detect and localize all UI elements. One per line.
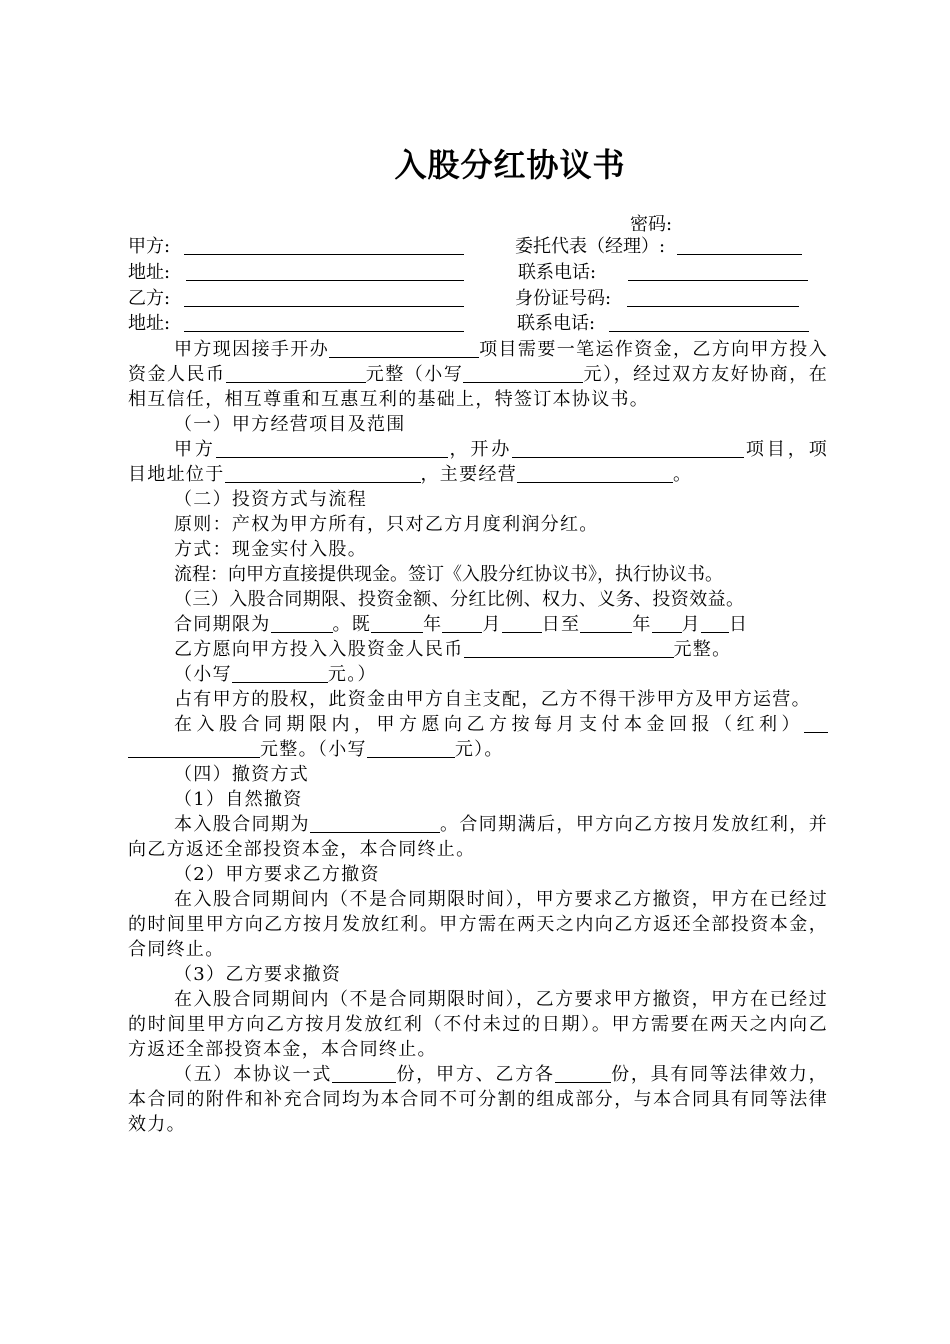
end-year-blank[interactable] — [580, 614, 632, 633]
section-1-title: （一）甲方经营项目及范围 — [174, 414, 406, 435]
section-3-invest: 乙方愿向甲方投入入股资金人民币 元整。 — [174, 639, 732, 660]
section-4-title: （四）撤资方式 — [174, 764, 310, 785]
section-3-term: 合同期限为 。既 年 月 日至 年 月 日 — [174, 614, 749, 635]
party-b-blank[interactable] — [184, 288, 464, 307]
s1-party-blank[interactable] — [216, 439, 448, 458]
section-3-title: （三）入股合同期限、投资金额、分红比例、权力、义务、投资效益。 — [174, 589, 745, 610]
each-copies-blank[interactable] — [555, 1064, 611, 1083]
contract-period-blank[interactable] — [310, 814, 440, 833]
section-5-paragraph: （五）本协议一式 份，甲方、乙方各 份，具有同等法律效力，本合同的附件和补充合同均为本合同不可分割的组成部分，与本合同具有同等法律效力。 — [128, 1064, 828, 1135]
section-4-3-title: （3）乙方要求撤资 — [174, 964, 342, 985]
start-day-blank[interactable] — [502, 614, 542, 633]
section-3-equity: 占有甲方的股权，此资金由甲方自主支配，乙方不得干涉甲方及甲方运营。 — [174, 689, 811, 710]
agreement-body — [128, 337, 828, 1137]
id-number-blank[interactable] — [627, 288, 799, 307]
address2-label: 地址: — [128, 313, 171, 334]
party-a-blank[interactable] — [184, 236, 464, 255]
amount-blank[interactable] — [226, 364, 366, 383]
agent-blank[interactable] — [677, 236, 802, 255]
phone1-label: 联系电话: — [518, 262, 597, 283]
copies-blank[interactable] — [332, 1064, 396, 1083]
section-2-method: 方式：现金实付入股。 — [174, 539, 367, 560]
section-4-3-paragraph: 在入股合同期间内（不是合同期限时间），乙方要求甲方撤资，甲方在已经过的时间里甲方向乙方按月发放红利（不付未过的日期）。甲方需要在两天之内向乙方返还全部投资本金，本合同终止。 — [128, 989, 828, 1060]
section-2-principle: 原则：产权为甲方所有，只对乙方月度利润分红。 — [174, 514, 599, 535]
dividend-blank-b[interactable] — [128, 739, 260, 758]
id-number-field — [515, 287, 799, 311]
section-4-1-paragraph: 本入股合同期为 。合同期满后，甲方向乙方按月发放红利，并向乙方返还全部投资本金，本合同终止。 — [128, 814, 828, 860]
dividend-blank-a[interactable] — [804, 714, 828, 733]
section-3-dividend: 在入股合同期限内，甲方愿向乙方按每月支付本金回报（红利）元整。（小写 元）。 — [128, 712, 828, 762]
agent-field — [515, 235, 802, 259]
term-blank[interactable] — [271, 614, 333, 633]
phone1-field — [518, 261, 808, 285]
address1-blank[interactable] — [186, 262, 464, 281]
party-b-label: 乙方: — [128, 288, 171, 309]
start-month-blank[interactable] — [442, 614, 482, 633]
password-label: 密码: — [630, 214, 673, 235]
phone1-blank[interactable] — [628, 262, 808, 281]
section-2-title: （二）投资方式与流程 — [174, 489, 367, 510]
phone2-field — [517, 312, 809, 336]
end-day-blank[interactable] — [701, 614, 729, 633]
phone2-blank[interactable] — [609, 313, 809, 332]
agent-label: 委托代表（经理）: — [515, 236, 666, 257]
party-a-field — [128, 235, 464, 259]
party-b-field — [128, 287, 464, 311]
section-1-paragraph: 甲方 ，开办 项目，项目地址位于 ，主要经营 。 — [128, 439, 828, 485]
start-year-blank[interactable] — [371, 614, 423, 633]
project-blank[interactable] — [329, 339, 479, 358]
address2-blank[interactable] — [184, 313, 464, 332]
s1-project-blank[interactable] — [512, 439, 744, 458]
document-title: 入股分红协议书 — [394, 146, 626, 184]
s1-address-blank[interactable] — [225, 464, 421, 483]
address2-field — [128, 312, 464, 336]
end-month-blank[interactable] — [652, 614, 682, 633]
amount-small-blank[interactable] — [463, 364, 583, 383]
section-2-flow: 流程：向甲方直接提供现金。签订《入股分红协议书》，执行协议书。 — [174, 564, 723, 585]
section-4-1-title: （1）自然撤资 — [174, 789, 303, 810]
section-4-2-paragraph: 在入股合同期间内（不是合同期限时间），甲方要求乙方撤资，甲方在已经过的时间里甲方向乙方按月发放红利。甲方需在两天之内向乙方返还全部投资本金，合同终止。 — [128, 889, 828, 960]
s1-business-blank[interactable] — [517, 464, 673, 483]
party-a-label: 甲方: — [128, 236, 171, 257]
phone2-label: 联系电话: — [517, 313, 596, 334]
section-3-small: （小写 元。） — [174, 664, 377, 685]
invest-small-blank[interactable] — [232, 664, 328, 683]
section-4-2-title: （2）甲方要求乙方撤资 — [174, 864, 380, 885]
address1-label: 地址: — [128, 262, 171, 283]
address1-field — [128, 261, 464, 285]
dividend-small-blank[interactable] — [367, 739, 455, 758]
id-number-label: 身份证号码: — [515, 288, 612, 309]
invest-amount-blank[interactable] — [464, 639, 674, 658]
intro-paragraph: 甲方现因接手开办 项目需要一笔运作资金，乙方向甲方投入资金人民币 元整（小写 元），经过双方友好协商，在相互信任，相互尊重和互惠互利的基础上，特签订本协议书。 — [128, 339, 829, 410]
